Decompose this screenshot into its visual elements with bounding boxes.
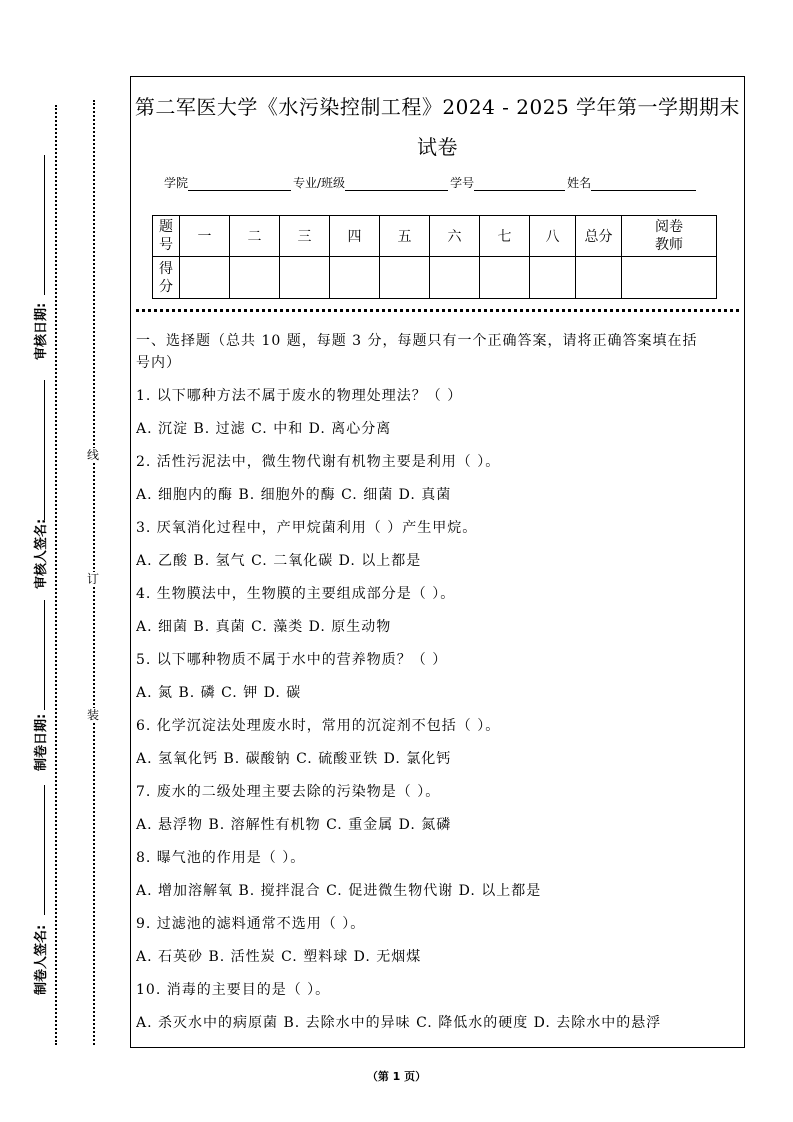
reviewer-sign-label: 审核人签名: — [34, 518, 49, 589]
options-3: A. 乙酸 B. 氢气 C. 二氧化碳 D. 以上都是 — [136, 553, 422, 569]
col-5: 五 — [380, 216, 430, 257]
section-separator — [136, 309, 739, 312]
col-7: 七 — [480, 216, 530, 257]
col-6: 六 — [430, 216, 480, 257]
major-label: 专业/班级 — [293, 176, 346, 190]
student-info-row — [164, 174, 698, 191]
col-total: 总分 — [576, 216, 622, 257]
score-cell[interactable] — [380, 257, 430, 299]
question-5: 5. 以下哪种物质不属于水中的营养物质？（ ） — [136, 652, 448, 668]
options-1: A. 沉淀 B. 过滤 C. 中和 D. 离心分离 — [136, 421, 392, 437]
col-4: 四 — [330, 216, 380, 257]
score-table — [152, 215, 717, 299]
question-1: 1. 以下哪种方法不属于废水的物理处理法？（ ） — [136, 388, 463, 404]
score-cell[interactable] — [280, 257, 330, 299]
exam-title-line2: 试卷 — [417, 135, 458, 159]
making-date-line — [44, 600, 45, 710]
question-3: 3. 厌氧消化过程中，产甲烷菌利用（ ）产生甲烷。 — [136, 520, 478, 536]
binding-char-zhuang: 装 — [87, 708, 100, 722]
options-4: A. 细菌 B. 真菌 C. 藻类 D. 原生动物 — [136, 619, 392, 635]
options-8: A. 增加溶解氧 B. 搅拌混合 C. 促进微生物代谢 D. 以上都是 — [136, 883, 542, 899]
score-cell[interactable] — [180, 257, 230, 299]
question-9: 9. 过滤池的滤料通常不选用（ ）。 — [136, 916, 366, 932]
exam-title-line1: 第二军医大学《水污染控制工程》2024 - 2025 学年第一学期期末 — [134, 95, 741, 119]
reviewer-sign-line — [44, 380, 45, 520]
review-date-line — [44, 155, 45, 295]
options-2: A. 细胞内的酶 B. 细胞外的酶 C. 细菌 D. 真菌 — [136, 487, 452, 503]
section-heading-line1: 一、选择题（总共 10 题，每题 3 分，每题只有一个正确答案，请将正确答案填在括 — [136, 333, 698, 349]
col-1: 一 — [180, 216, 230, 257]
maker-sign-line — [44, 785, 45, 915]
score-cell[interactable] — [230, 257, 280, 299]
college-field[interactable] — [188, 178, 291, 191]
major-field[interactable] — [345, 178, 448, 191]
page-number: （第 1 页） — [366, 1070, 427, 1083]
student-id-field[interactable] — [474, 178, 565, 191]
binding-char-xian: 线 — [87, 448, 100, 462]
score-cell[interactable] — [330, 257, 380, 299]
score-label-cell: 得 分 — [153, 257, 180, 299]
making-date-label: 制卷日期: — [34, 713, 49, 771]
student-id-label: 学号 — [450, 176, 475, 190]
options-10: A. 杀灭水中的病原菌 B. 去除水中的异味 C. 降低水的硬度 D. 去除水中的悬浮 — [136, 1015, 662, 1031]
options-9: A. 石英砂 B. 活性炭 C. 塑料球 D. 无烟煤 — [136, 949, 422, 965]
section-heading-line2: 号内） — [136, 355, 181, 371]
score-cell-total[interactable] — [576, 257, 622, 299]
score-cell[interactable] — [530, 257, 576, 299]
question-6: 6. 化学沉淀法处理废水时，常用的沉淀剂不包括（ ）。 — [136, 718, 501, 734]
options-5: A. 氮 B. 磷 C. 钾 D. 碳 — [136, 685, 302, 701]
options-6: A. 氢氧化钙 B. 碳酸钠 C. 硫酸亚铁 D. 氯化钙 — [136, 751, 452, 767]
question-8: 8. 曝气池的作用是（ ）。 — [136, 850, 306, 866]
col-8: 八 — [530, 216, 576, 257]
score-table-score-row — [153, 257, 717, 299]
name-field[interactable] — [591, 178, 696, 191]
question-4: 4. 生物膜法中，生物膜的主要组成部分是（ ）。 — [136, 586, 456, 602]
col-2: 二 — [230, 216, 280, 257]
col-3: 三 — [280, 216, 330, 257]
grader-cell: 阅卷 教师 — [622, 216, 717, 257]
question-7: 7. 废水的二级处理主要去除的污染物是（ ）。 — [136, 784, 441, 800]
margin-dotted-line-left — [55, 105, 57, 1045]
exam-frame — [130, 76, 745, 1048]
score-cell[interactable] — [430, 257, 480, 299]
options-7: A. 悬浮物 B. 溶解性有机物 C. 重金属 D. 氮磷 — [136, 817, 452, 833]
maker-sign-label: 制卷人签名: — [34, 924, 49, 995]
review-date-label: 审核日期: — [34, 302, 49, 360]
grader-sign-cell[interactable] — [622, 257, 717, 299]
college-label: 学院 — [164, 176, 189, 190]
header-label-cell: 题 号 — [153, 216, 180, 257]
question-10: 10. 消毒的主要目的是（ ）。 — [136, 982, 331, 998]
score-table-header-row — [153, 216, 717, 257]
section-multiple-choice — [136, 330, 741, 1034]
name-label: 姓名 — [567, 176, 592, 190]
score-cell[interactable] — [480, 257, 530, 299]
binding-char-ding: 订 — [87, 572, 100, 586]
question-2: 2. 活性污泥法中，微生物代谢有机物主要是利用（ ）。 — [136, 454, 501, 470]
